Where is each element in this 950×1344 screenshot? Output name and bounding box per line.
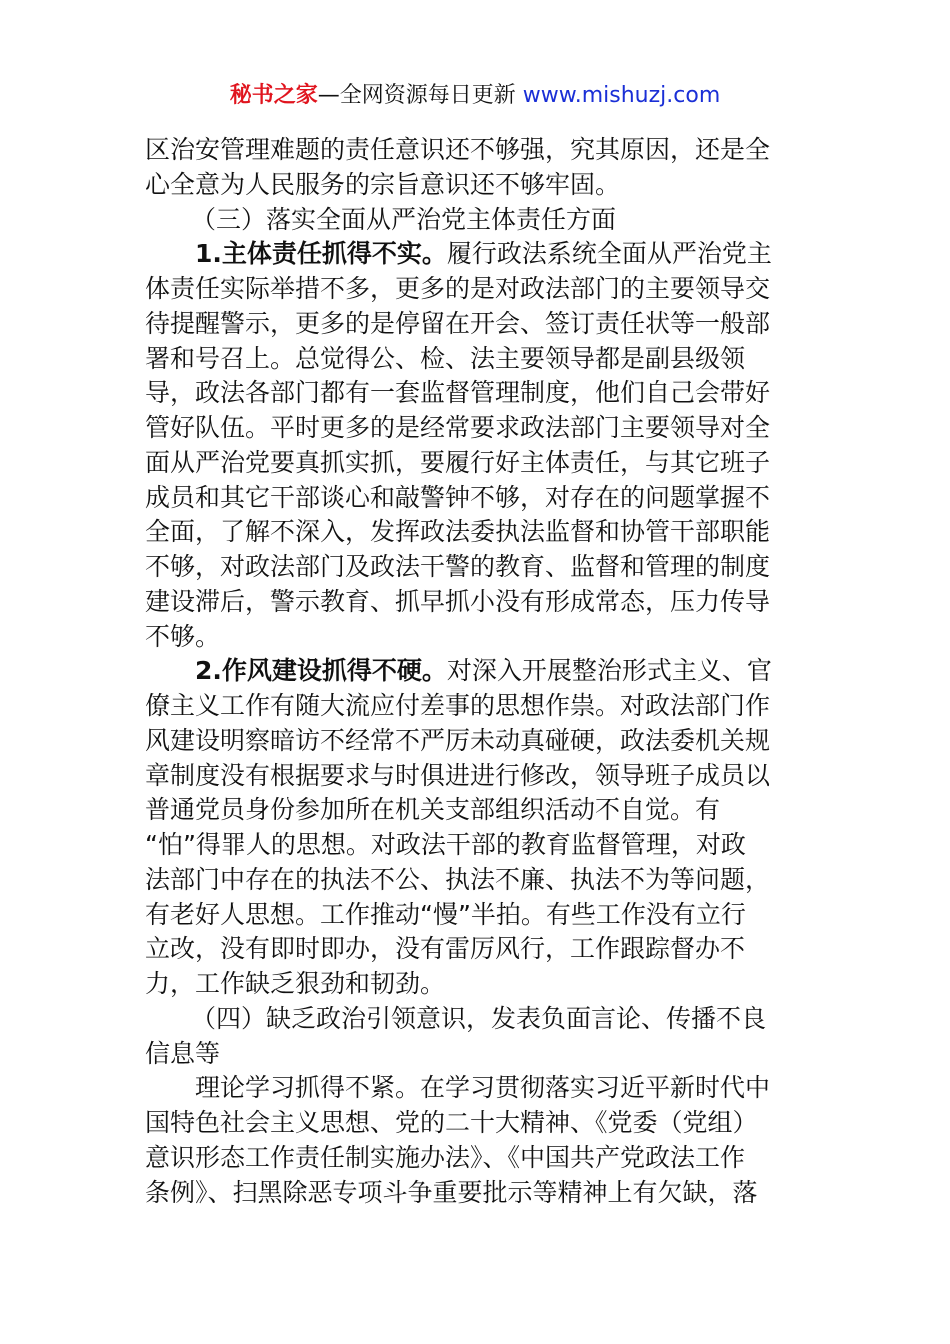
text-line [145, 481, 810, 516]
text-line [145, 654, 810, 689]
text-line [145, 550, 810, 585]
text-line [145, 168, 810, 203]
brand-name: 秘书之家 [229, 83, 318, 108]
line-text: 国特色社会主义思想、党的二十大精神、《党委（党组） [145, 1108, 758, 1137]
line-text: 成员和其它干部谈心和敲警钟不够，对存在的问题掌握不 [145, 482, 771, 512]
line-text: 待提醒警示，更多的是停留在开会、签订责任状等一般部 [145, 308, 771, 338]
text-line [145, 932, 810, 967]
line-text: 普通党员身份参加所在机关支部组织活动不自觉。有 [145, 795, 721, 825]
site-header [0, 80, 950, 112]
text-line [145, 272, 810, 307]
line-text: （四）缺乏政治引领意识，发表负面言论、传播不良 [191, 1003, 767, 1033]
line-text: 不够，对政法部门及政法干警的教育、监督和管理的制度 [145, 552, 771, 581]
line-text: 理论学习抓得不紧。在学习贯彻落实习近平新时代中 [195, 1073, 771, 1103]
line-text: 全面，了解不深入，发挥政法委执法监督和协管干部职能 [145, 517, 771, 547]
text-line [145, 411, 810, 446]
text-line [145, 515, 810, 550]
text-line [145, 724, 810, 759]
text-line [145, 828, 810, 863]
line-text: 力，工作缺乏狠劲和韧劲。 [145, 969, 446, 998]
line-text: 管好队伍。平时更多的是经常要求政法部门主要领导对全 [145, 413, 771, 442]
text-line [145, 585, 810, 620]
line-text: 立改，没有即时即办，没有雷厉风行，工作跟踪督办不 [145, 934, 746, 964]
text-line [145, 898, 810, 933]
line-text: 信息等 [145, 1038, 221, 1068]
text-line [145, 1002, 810, 1037]
line-text: 履行政法系统全面从严治党主 [446, 239, 772, 269]
line-text: 意识形态工作责任制实施办法》、《中国共产党政法工作 [145, 1142, 746, 1172]
text-line [145, 1106, 810, 1141]
text-line [145, 620, 810, 655]
line-text: 建设滞后，警示教育、抓早抓小没有形成常态，压力传导 [145, 586, 771, 616]
text-line [145, 307, 810, 342]
text-line [145, 133, 810, 168]
text-line [145, 967, 810, 1002]
document-body [145, 133, 810, 1210]
section-heading: 1.主体责任抓得不实。 [195, 239, 447, 269]
line-text: 条例》、扫黑除恶专项斗争重要批示等精神上有欠缺，落 [145, 1177, 758, 1207]
text-line [145, 689, 810, 724]
line-text: 僚主义工作有随大流应付差事的思想作祟。对政法部门作 [145, 691, 771, 720]
line-text: 有老好人思想。工作推动“慢”半拍。有些工作没有立行 [145, 899, 746, 929]
text-line [145, 203, 810, 238]
text-line [145, 446, 810, 481]
line-text: 区治安管理难题的责任意识还不够强，究其原因，还是全 [145, 135, 771, 164]
text-line [145, 376, 810, 411]
header-tagline: —全网资源每日更新 [317, 83, 523, 108]
line-text: 体责任实际举措不多，更多的是对政法部门的主要领导交 [145, 274, 771, 303]
line-text: 面从严治党要真抓实抓，要履行好主体责任，与其它班子 [145, 447, 771, 477]
text-line [145, 237, 810, 272]
text-line [145, 759, 810, 794]
line-text: 不够。 [145, 621, 221, 651]
line-text: 心全意为人民服务的宗旨意识还不够牢固。 [145, 169, 621, 199]
line-text: 法部门中存在的执法不公、执法不廉、执法不为等问题， [145, 864, 771, 894]
text-line [145, 1141, 810, 1176]
text-line [145, 793, 810, 828]
line-text: （三）落实全面从严治党主体责任方面 [191, 204, 617, 234]
text-line [145, 342, 810, 377]
text-line [145, 863, 810, 898]
text-line [145, 1176, 810, 1211]
line-text: 对深入开展整治形式主义、官 [446, 656, 772, 686]
text-line [145, 1071, 810, 1106]
text-line [145, 1037, 810, 1072]
line-text: 章制度没有根据要求与时俱进进行修改，领导班子成员以 [145, 760, 771, 790]
line-text: 风建设明察暗访不经常不严厉未动真碰硬，政法委机关规 [145, 725, 771, 755]
section-heading: 2.作风建设抓得不硬。 [195, 656, 447, 686]
line-text: 署和号召上。总觉得公、检、法主要领导都是副县级领 [145, 343, 746, 373]
line-text: 导，政法各部门都有一套监督管理制度，他们自己会带好 [145, 378, 771, 408]
line-text: “怕”得罪人的思想。对政法干部的教育监督管理，对政 [145, 830, 746, 859]
website-link[interactable]: www.mishuzj.com [522, 83, 721, 108]
